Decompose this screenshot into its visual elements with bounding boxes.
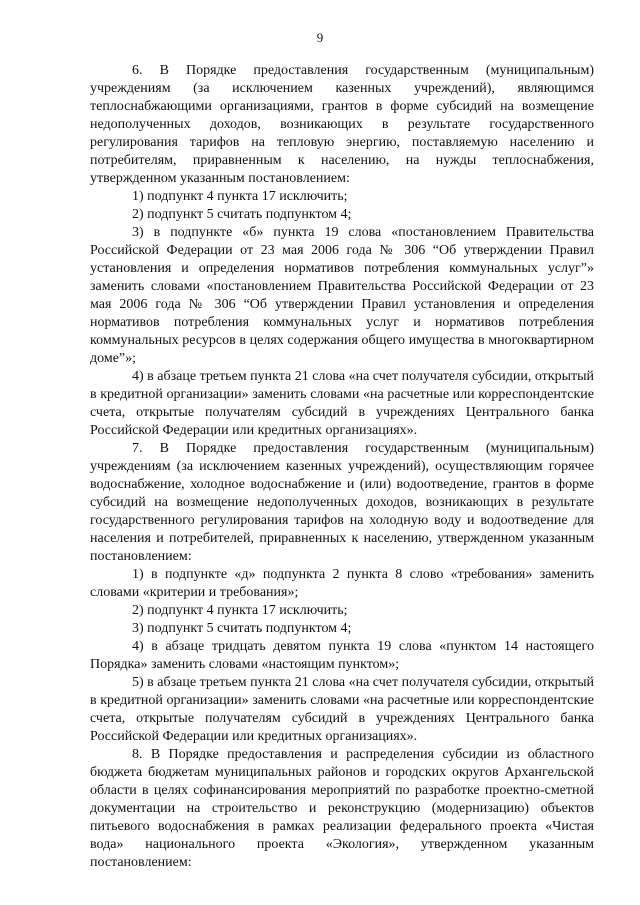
paragraph-7-item-4: 4) в абзаце тридцать девятом пункта 19 слова «пунктом 14 настоящего Порядка» заменить словами «настоящим пунктом»;: [90, 639, 594, 672]
paragraph-7-item-3: 3) подпункт 5 считать подпунктом 4;: [132, 621, 352, 636]
paragraph-7-item-2: 2) подпункт 4 пункта 17 исключить;: [132, 603, 348, 618]
paragraph-6-item-1: 1) подпункт 4 пункта 17 исключить;: [132, 189, 348, 204]
paragraph-7-item-5: 5) в абзаце третьем пункта 21 слова «на счет получателя субсидии, открытый в кредитной организации» заменить словами «на расчетные или корреспондентские счета, открытые получателям субсидий в учреждениях Центрального банка Российской Федерации или кредитных организациях».: [90, 675, 594, 744]
paragraph-7-item-1: 1) в подпункте «д» подпункта 2 пункта 8 слово «требования» заменить словами «критерии и требования»;: [90, 567, 594, 600]
paragraph-6-item-4: 4) в абзаце третьем пункта 21 слова «на счет получателя субсидии, открытый в кредитной организации» заменить словами «на расчетные или корреспондентские счета, открытые получателям субсидий в учреждениях Центрального банка Российской Федерации или кредитных организациях».: [90, 369, 594, 438]
document-body: [90, 62, 594, 872]
paragraph-6: 6. В Порядке предоставления государственным (муниципальным) учреждениям (за исключением казенных учреждений), являющимся теплоснабжающими организациями, грантов в форме субсидий на возмещение недополученных доходов, возникающих в результате государственного регулирования тарифов на тепловую энергию, поставляемую населению и потребителям, приравненным к населению, на нужды теплоснабжения, утвержденном указанным постановлением:: [90, 63, 594, 186]
paragraph-8: 8. В Порядке предоставления и распределения субсидии из областного бюджета бюджетам муниципальных районов и городских округов Архангельской области в целях софинансирования мероприятий по разработке проектно-сметной документации на строительство и реконструкцию (модернизацию) объектов питьевого водоснабжения в рамках реализации федерального проекта «Чистая вода» национального проекта «Экология», утвержденном указанным постановлением:: [90, 747, 594, 870]
paragraph-6-item-3: 3) в подпункте «б» пункта 19 слова «постановлением Правительства Российской Федерации от 23 мая 2006 года № 306 “Об утверждении Правил установления и определения нормативов потребления коммунальных услуг”» заменить словами «постановлением Правительства Российской Федерации от 23 мая 2006 года № 306 “Об утверждении Правил установления и определения нормативов потребления коммунальных услуг и нормативов потребления коммунальных ресурсов в целях содержания общего имущества в многоквартирном доме”»;: [90, 225, 594, 366]
page-number: 9: [316, 30, 324, 45]
paragraph-6-item-2: 2) подпункт 5 считать подпунктом 4;: [132, 207, 352, 222]
paragraph-7: 7. В Порядке предоставления государственным (муниципальным) учреждениям (за исключением казенных учреждений), осуществляющим горячее водоснабжение, холодное водоснабжение и (или) водоотведение, грантов в форме субсидий на возмещение недополученных доходов, возникающих в результате государственного регулирования тарифов на холодную воду и водоотведение для населения и потребителей, приравненных к населению, утвержденном указанным постановлением:: [90, 441, 594, 564]
